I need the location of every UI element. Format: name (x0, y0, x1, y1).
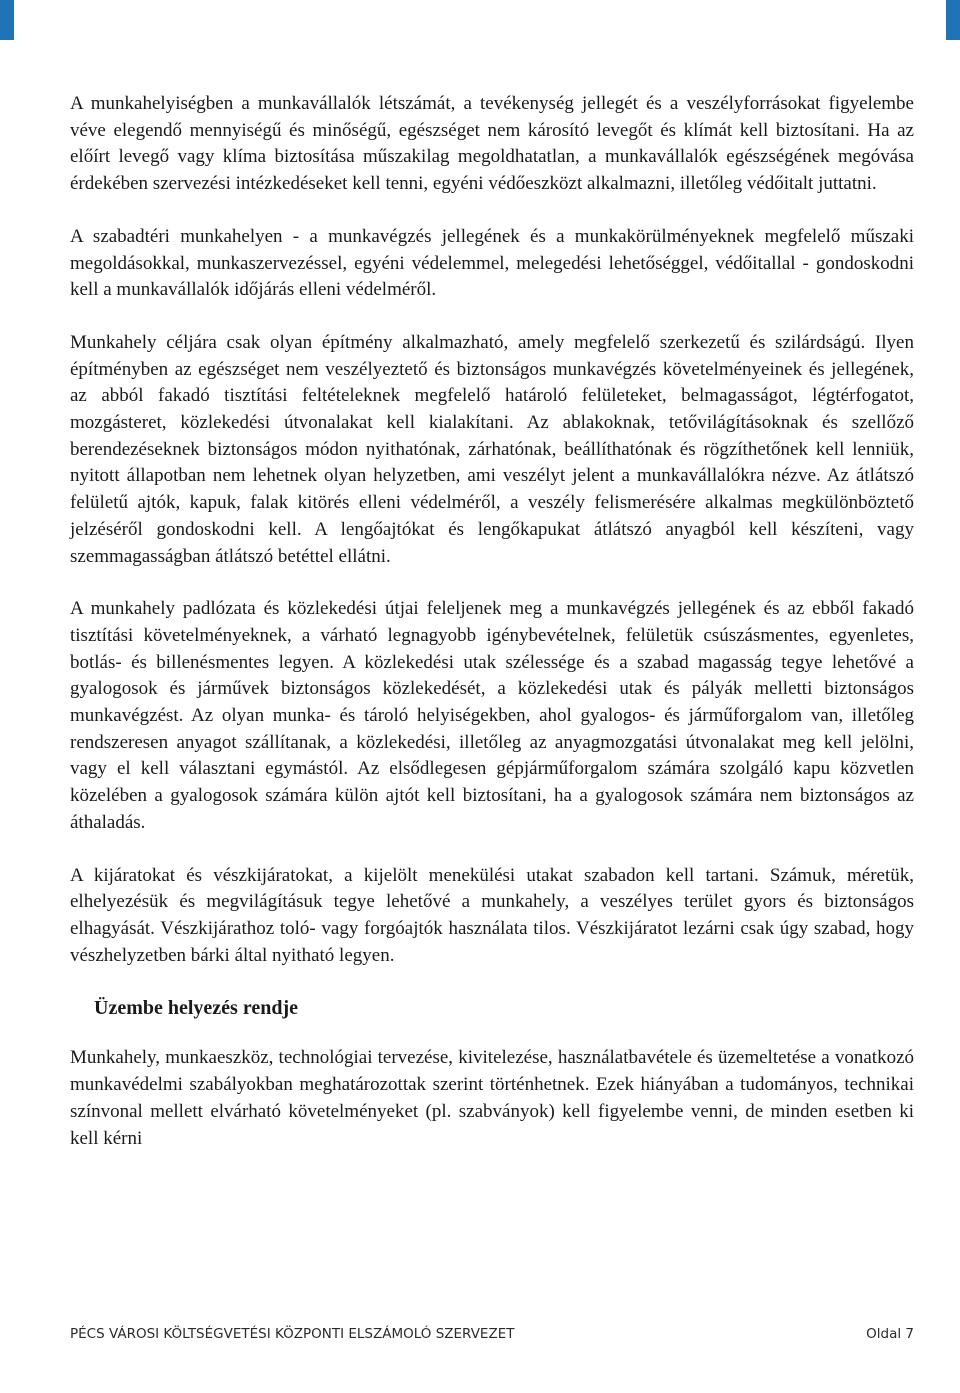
footer-organization: PÉCS VÁROSI KÖLTSÉGVETÉSI KÖZPONTI ELSZÁMOLÓ SZERVEZET (70, 1326, 515, 1342)
paragraph-floors-traffic: A munkahely padlózata és közlekedési útjai feleljenek meg a munkavégzés jellegének és az ebből fakadó tisztítási követelményeknek, a várható legnagyobb igénybevételnek, felületük csúszásmentes, egyenletes, botlás- és billenésmentes legyen. A közlekedési utak szélessége és a szabad magasság tegye lehetővé a gyalogosok és járművek biztonságos közlekedését, a közlekedési utak és pályák melletti biztonságos munkavégzést. Az olyan munka- és tároló helyiségekben, ahol gyalogos- és járműforgalom van, illetőleg rendszeresen anyagot szállítanak, a közlekedési, illetőleg az anyagmozgatási útvonalakat meg kell jelölni, vagy el kell választani egymástól. Az elsődlegesen gépjárműforgalom számára szolgáló kapu közvetlen közelében a gyalogosok számára külön ajtót kell biztosítani, ha a gyalogosok számára nem biztonságos az áthaladás. (70, 598, 914, 833)
corner-bar-right (946, 0, 960, 40)
document-body (70, 91, 914, 1178)
paragraph-outdoor-workplace: A szabadtéri munkahelyen - a munkavégzés jellegének és a munkakörülményeknek megfelelő műszaki megoldásokkal, munkaszervezéssel, egyéni védelemmel, melegedési lehetőséggel, védőitallal - gondoskodni kell a munkavállalók időjárás elleni védelméről. (70, 225, 914, 301)
paragraph-emergency-exits: A kijáratokat és vészkijáratokat, a kijelölt menekülési utakat szabadon kell tartani. Számuk, méretük, elhelyezésük és megvilágításuk tegye lehetővé a munkahely, a veszélyes terület gyors és biztonságos elhagyását. Vészkijárathoz toló- vagy forgóajtók használata tilos. Vészkijáratot lezárni csak úgy szabad, hogy vészhelyzetben bárki által nyitható legyen. (70, 864, 914, 966)
paragraph-air-climate: A munkahelyiségben a munkavállalók létszámát, a tevékenység jellegét és a veszélyforrásokat figyelembe véve elegendő mennyiségű és minőségű, egészséget nem károsító levegőt és klímát kell biztosítani. Ha az előírt levegő vagy klíma biztosítása műszakilag megoldhatatlan, a munkavállalók egészségének megóvása érdekében szervezési intézkedéseket kell tenni, egyéni védőeszközt alkalmazni, illetőleg védőitalt juttatni. (70, 93, 914, 195)
paragraph-building-requirements: Munkahely céljára csak olyan építmény alkalmazható, amely megfelelő szerkezetű és szilárdságú. Ilyen építményben az egészséget nem veszélyeztető és biztonságos munkavégzés követelményeinek és jellegének, az abból fakadó tisztítási feltételeknek megfelelő határoló felületeket, belmagasságot, légtérfogatot, mozgásteret, közlekedési útvonalakat kell kialakítani. Az ablakoknak, tetővilágításoknak és szellőző berendezéseknek biztonságos módon nyithatónak, zárhatónak, beállíthatónak és rögzíthetőnek kell lenniük, nyitott állapotban nem lehetnek olyan helyzetben, ami veszélyt jelent a munkavállalókra nézve. Az átlátszó felületű ajtók, kapuk, falak kitörés elleni védelméről, a veszély felismerésére alkalmas megkülönböztető jelzéséről gondoskodni kell. A lengőajtókat és lengőkapukat átlátszó anyagból kell készíteni, vagy szemmagasságban átlátszó betéttel ellátni. (70, 331, 914, 567)
footer-page-number: Oldal 7 (866, 1326, 914, 1342)
page-footer (70, 1326, 914, 1342)
paragraph-commissioning: Munkahely, munkaeszköz, technológiai tervezése, kivitelezése, használatbavétele és üzemeltetése a vonatkozó munkavédelmi szabályokban meghatározottak szerint történhetnek. Ezek hiányában a tudományos, technikai színvonal mellett elvárható követelményeket (pl. szabványok) kell figyelembe venni, de minden esetben ki kell kérni (70, 1047, 914, 1149)
corner-bar-left (0, 0, 14, 40)
section-heading: Üzembe helyezés rendje (94, 997, 299, 1020)
